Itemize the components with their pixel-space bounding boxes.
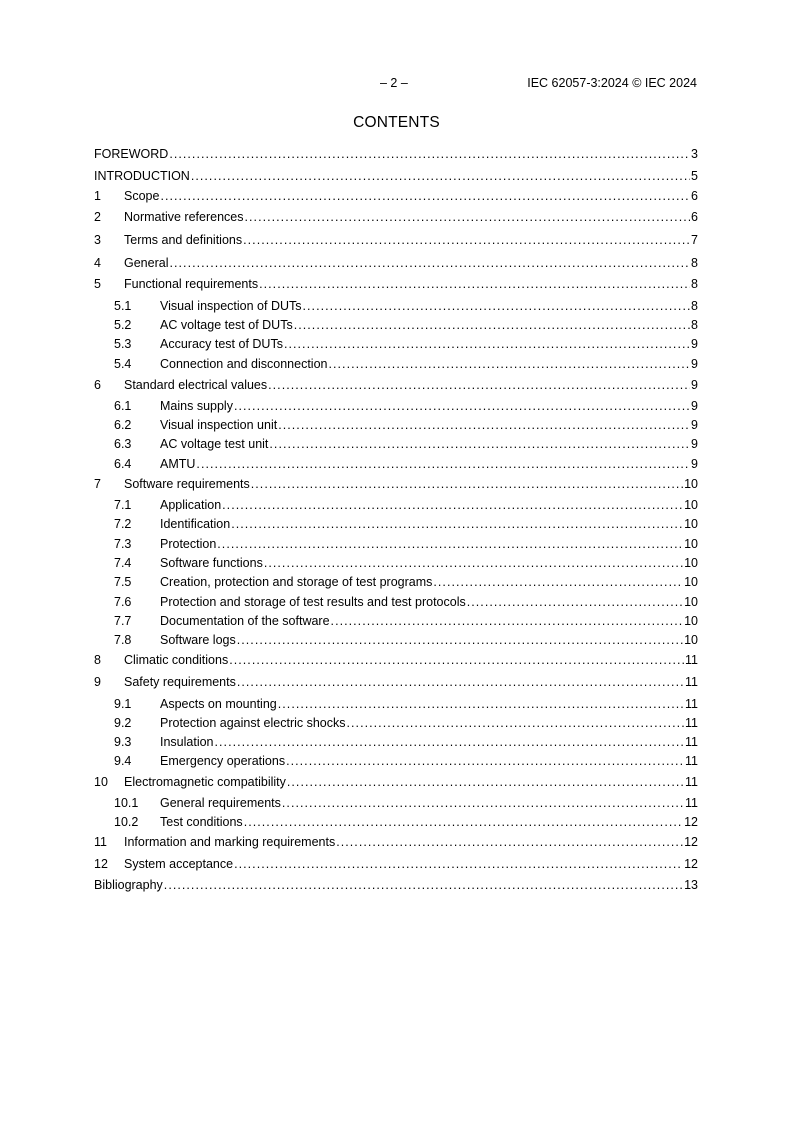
dot-leader	[191, 167, 690, 185]
dot-leader	[268, 376, 690, 394]
toc-entry-label: Functional requirements	[124, 277, 259, 291]
toc-entry-page: 11	[685, 697, 698, 711]
toc-entry[interactable]	[94, 733, 698, 751]
toc-entry-label: AC voltage test of DUTs	[160, 318, 293, 332]
toc-entry-number: 6.1	[114, 399, 132, 413]
toc-entry-page: 10	[684, 633, 698, 647]
dot-leader	[164, 876, 683, 894]
toc-entry[interactable]	[94, 496, 698, 514]
toc-entry[interactable]	[94, 145, 698, 163]
toc-entry-label: Normative references	[124, 210, 244, 224]
toc-entry-label: AC voltage test unit	[160, 437, 269, 451]
dot-leader	[467, 593, 683, 611]
toc-entry-label: FOREWORD	[94, 147, 169, 161]
toc-entry-page: 10	[684, 595, 698, 609]
toc-entry-number: 9.2	[114, 716, 132, 730]
toc-entry-label: General requirements	[160, 796, 281, 810]
toc-entry-label: Climatic conditions	[124, 653, 229, 667]
dot-leader	[286, 752, 684, 770]
toc-entry[interactable]	[94, 254, 698, 272]
toc-entry-number: 9.4	[114, 754, 132, 768]
dot-leader	[282, 794, 684, 812]
toc-entry-page: 7	[691, 233, 698, 247]
toc-entry[interactable]	[94, 573, 698, 591]
toc-entry-page: 9	[691, 437, 698, 451]
toc-entry-page: 3	[691, 147, 698, 161]
toc-entry-page: 6	[691, 210, 698, 224]
toc-entry-number: 7.2	[114, 517, 132, 531]
toc-entry-number: 6.2	[114, 418, 132, 432]
toc-entry-number: 10.1	[114, 796, 139, 810]
toc-entry-number: 7.8	[114, 633, 132, 647]
toc-entry-page: 9	[691, 378, 698, 392]
toc-entry-label: Identification	[160, 517, 231, 531]
dot-leader	[244, 813, 683, 831]
toc-entry-page: 9	[691, 337, 698, 351]
toc-entry-page: 11	[685, 754, 698, 768]
dot-leader	[237, 631, 683, 649]
toc-entry-label: Protection and storage of test results and test protocols	[160, 595, 466, 609]
dot-leader	[217, 535, 683, 553]
toc-entry-number: 10.2	[114, 815, 139, 829]
dot-leader	[245, 208, 691, 226]
toc-entry-number: 10	[94, 775, 108, 789]
toc-entry[interactable]	[94, 416, 698, 434]
toc-entry-page: 6	[691, 189, 698, 203]
toc-entry[interactable]	[94, 535, 698, 553]
toc-entry-label: Visual inspection unit	[160, 418, 278, 432]
dot-leader	[278, 695, 684, 713]
toc-entry-page: 8	[691, 277, 698, 291]
toc-entry-page: 11	[685, 796, 698, 810]
toc-entry[interactable]	[94, 435, 698, 453]
toc-entry-label: Visual inspection of DUTs	[160, 299, 302, 313]
toc-entry-number: 7.5	[114, 575, 132, 589]
toc-entry[interactable]	[94, 231, 698, 249]
toc-entry-page: 11	[685, 775, 698, 789]
toc-entry-number: 9.1	[114, 697, 132, 711]
toc-entry-label: Standard electrical values	[124, 378, 268, 392]
toc-entry[interactable]	[94, 515, 698, 533]
toc-entry-label: Protection	[160, 537, 217, 551]
toc-entry-label: AMTU	[160, 457, 196, 471]
toc-entry-page: 11	[685, 735, 698, 749]
dot-leader	[243, 231, 690, 249]
toc-entry-number: 9	[94, 675, 101, 689]
toc-entry-label: General	[124, 256, 169, 270]
toc-entry-page: 11	[685, 653, 698, 667]
toc-entry-label: Software functions	[160, 556, 263, 570]
toc-entry-label: Accuracy test of DUTs	[160, 337, 283, 351]
dot-leader	[237, 673, 684, 691]
toc-entry-number: 5.4	[114, 357, 132, 371]
toc-entry-page: 10	[684, 614, 698, 628]
page-title: CONTENTS	[353, 114, 440, 131]
toc-entry-number: 7	[94, 477, 101, 491]
toc-entry-page: 11	[685, 675, 698, 689]
toc-entry-number: 6	[94, 378, 101, 392]
toc-entry-label: INTRODUCTION	[94, 169, 190, 183]
dot-leader	[169, 145, 690, 163]
toc-entry-number: 6.3	[114, 437, 132, 451]
toc-entry-label: Aspects on mounting	[160, 697, 277, 711]
toc-entry-label: System acceptance	[124, 857, 234, 871]
toc-entry[interactable]	[94, 316, 698, 334]
toc-entry-page: 9	[691, 399, 698, 413]
toc-entry[interactable]	[94, 673, 698, 691]
toc-entry-page: 10	[684, 498, 698, 512]
dot-leader	[303, 297, 691, 315]
dot-leader	[328, 355, 690, 373]
toc-entry-label: Creation, protection and storage of test programs	[160, 575, 433, 589]
toc-entry-number: 8	[94, 653, 101, 667]
toc-entry[interactable]	[94, 335, 698, 353]
toc-entry[interactable]	[94, 167, 698, 185]
toc-entry[interactable]	[94, 794, 698, 812]
toc-entry-number: 12	[94, 857, 108, 871]
dot-leader	[169, 254, 690, 272]
dot-leader	[433, 573, 683, 591]
toc-entry[interactable]	[94, 714, 698, 732]
toc-entry[interactable]	[94, 752, 698, 770]
toc-entry-number: 7.3	[114, 537, 132, 551]
dot-leader	[229, 651, 684, 669]
toc-entry[interactable]	[94, 833, 698, 851]
toc-entry-page: 9	[691, 357, 698, 371]
toc-entry-number: 7.7	[114, 614, 132, 628]
toc-entry-label: Test conditions	[160, 815, 243, 829]
toc-entry-label: Protection against electric shocks	[160, 716, 346, 730]
toc-entry[interactable]	[94, 376, 698, 394]
dot-leader	[284, 335, 690, 353]
dot-leader	[222, 496, 683, 514]
toc-entry[interactable]	[94, 475, 698, 493]
dot-leader	[294, 316, 690, 334]
document-reference: IEC 62057-3:2024 © IEC 2024	[527, 76, 697, 90]
toc-entry[interactable]	[94, 631, 698, 649]
toc-entry-label: Information and marking requirements	[124, 835, 336, 849]
toc-entry[interactable]	[94, 593, 698, 611]
toc-entry-number: 7.4	[114, 556, 132, 570]
toc-entry-label: Electromagnetic compatibility	[124, 775, 286, 789]
dot-leader	[251, 475, 683, 493]
dot-leader	[336, 833, 683, 851]
toc-entry-number: 7.6	[114, 595, 132, 609]
toc-entry-label: Terms and definitions	[124, 233, 243, 247]
toc-entry-number: 7.1	[114, 498, 132, 512]
dot-leader	[231, 515, 683, 533]
toc-entry-page: 9	[691, 457, 698, 471]
toc-entry-page: 12	[684, 835, 698, 849]
toc-entry-number: 1	[94, 189, 101, 203]
toc-entry-page: 10	[684, 575, 698, 589]
toc-entry-number: 5.1	[114, 299, 132, 313]
toc-entry-page: 9	[691, 418, 698, 432]
dot-leader	[269, 435, 690, 453]
toc-entry-label: Documentation of the software	[160, 614, 330, 628]
dot-leader	[331, 612, 684, 630]
toc-entry-page: 8	[691, 299, 698, 313]
dot-leader	[160, 187, 690, 205]
dot-leader	[215, 733, 685, 751]
toc-entry[interactable]	[94, 397, 698, 415]
dot-leader	[234, 855, 683, 873]
page-number: – 2 –	[380, 76, 408, 90]
toc-entry-label: Connection and disconnection	[160, 357, 328, 371]
dot-leader	[347, 714, 685, 732]
toc-entry-label: Mains supply	[160, 399, 233, 413]
toc-entry-label: Emergency operations	[160, 754, 286, 768]
toc-entry-label: Bibliography	[94, 878, 163, 892]
toc-entry-label: Scope	[124, 189, 160, 203]
toc-entry-number: 4	[94, 256, 101, 270]
toc-entry-label: Safety requirements	[124, 675, 236, 689]
toc-entry[interactable]	[94, 554, 698, 572]
toc-entry-page: 10	[684, 556, 698, 570]
toc-entry-number: 2	[94, 210, 101, 224]
toc-entry-page: 10	[684, 477, 698, 491]
toc-entry[interactable]	[94, 695, 698, 713]
toc-entry-number: 6.4	[114, 457, 132, 471]
toc-entry-number: 9.3	[114, 735, 132, 749]
dot-leader	[287, 773, 684, 791]
toc-entry-label: Insulation	[160, 735, 214, 749]
toc-entry[interactable]	[94, 612, 698, 630]
toc-entry[interactable]	[94, 208, 698, 226]
toc-entry-page: 12	[684, 857, 698, 871]
toc-entry-number: 3	[94, 233, 101, 247]
toc-entry[interactable]	[94, 651, 698, 669]
dot-leader	[259, 275, 690, 293]
toc-entry[interactable]	[94, 275, 698, 293]
toc-entry[interactable]	[94, 297, 698, 315]
toc-entry[interactable]	[94, 876, 698, 894]
toc-entry[interactable]	[94, 455, 698, 473]
toc-entry-number: 11	[94, 835, 107, 849]
toc-entry-page: 12	[684, 815, 698, 829]
toc-entry[interactable]	[94, 855, 698, 873]
toc-entry-page: 8	[691, 318, 698, 332]
toc-entry-page: 10	[684, 537, 698, 551]
toc-entry-label: Software logs	[160, 633, 236, 647]
dot-leader	[264, 554, 683, 572]
dot-leader	[278, 416, 690, 434]
toc-entry-label: Software requirements	[124, 477, 250, 491]
toc-entry[interactable]	[94, 773, 698, 791]
toc-entry[interactable]	[94, 813, 698, 831]
toc-entry-label: Application	[160, 498, 222, 512]
toc-entry-number: 5.3	[114, 337, 132, 351]
dot-leader	[234, 397, 690, 415]
toc-entry[interactable]	[94, 187, 698, 205]
toc-entry-number: 5	[94, 277, 101, 291]
toc-entry-page: 5	[691, 169, 698, 183]
toc-entry-page: 8	[691, 256, 698, 270]
dot-leader	[196, 455, 690, 473]
toc-entry[interactable]	[94, 355, 698, 373]
toc-entry-page: 11	[685, 716, 698, 730]
toc-entry-page: 10	[684, 517, 698, 531]
toc-entry-page: 13	[684, 878, 698, 892]
toc-entry-number: 5.2	[114, 318, 132, 332]
